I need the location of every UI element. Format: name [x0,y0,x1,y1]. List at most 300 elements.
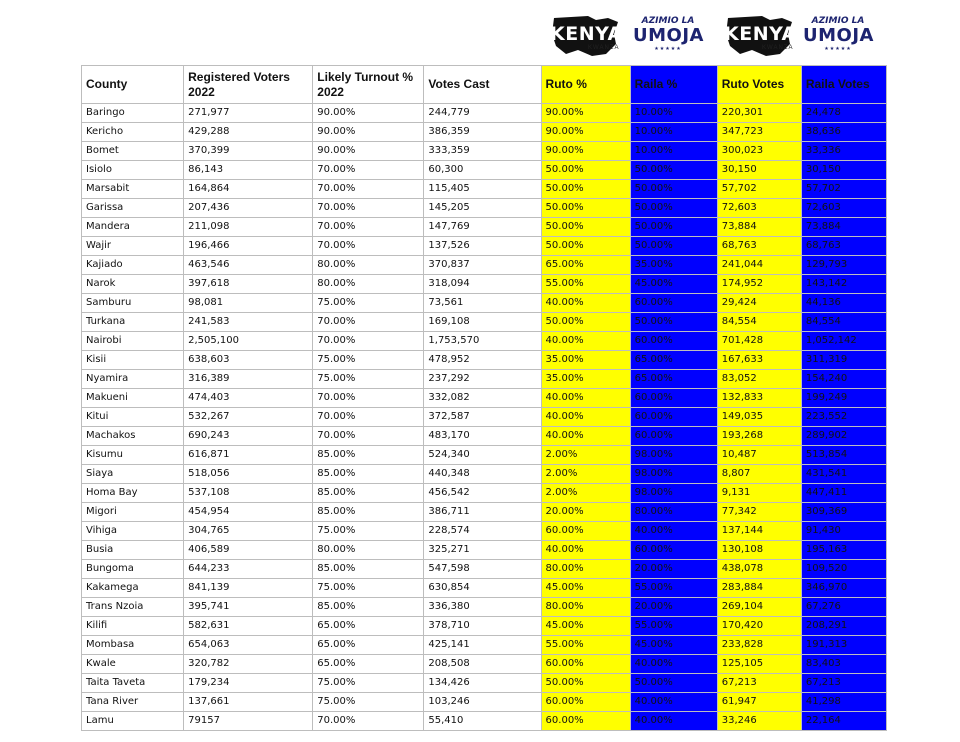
cell-raila-percent: 65.00% [630,351,717,370]
cell-county: Machakos [82,427,184,446]
cell-votes-cast: 333,359 [424,142,541,161]
kenya-word: KENYA [550,23,623,45]
cell-registered-voters: 137,661 [184,693,313,712]
cell-raila-percent: 50.00% [630,161,717,180]
cell-ruto-votes: 193,268 [717,427,801,446]
cell-likely-turnout: 85.00% [313,465,424,484]
cell-votes-cast: 425,141 [424,636,541,655]
table-row [82,199,887,218]
cell-raila-votes: 431,541 [801,465,886,484]
cell-county: Turkana [82,313,184,332]
cell-county: Kisumu [82,446,184,465]
cell-registered-voters: 395,741 [184,598,313,617]
cell-county: Baringo [82,104,184,123]
cell-raila-percent: 60.00% [630,427,717,446]
cell-likely-turnout: 75.00% [313,294,424,313]
cell-likely-turnout: 70.00% [313,199,424,218]
cell-raila-votes: 67,276 [801,598,886,617]
cell-raila-votes: 72,603 [801,199,886,218]
table-row [82,142,887,161]
cell-ruto-percent: 45.00% [541,579,630,598]
cell-ruto-votes: 8,807 [717,465,801,484]
cell-ruto-votes: 149,035 [717,408,801,427]
cell-ruto-votes: 170,420 [717,617,801,636]
cell-likely-turnout: 75.00% [313,370,424,389]
cell-registered-voters: 241,583 [184,313,313,332]
cell-ruto-votes: 130,108 [717,541,801,560]
cell-registered-voters: 207,436 [184,199,313,218]
cell-ruto-percent: 60.00% [541,693,630,712]
cell-likely-turnout: 75.00% [313,351,424,370]
cell-raila-votes: 447,411 [801,484,886,503]
cell-likely-turnout: 70.00% [313,332,424,351]
header-likely-turnout: Likely Turnout % 2022 [313,66,424,104]
cell-ruto-votes: 269,104 [717,598,801,617]
cell-registered-voters: 98,081 [184,294,313,313]
cell-likely-turnout: 75.00% [313,674,424,693]
cell-registered-voters: 406,589 [184,541,313,560]
table-row [82,655,887,674]
cell-ruto-votes: 137,144 [717,522,801,541]
cell-county: Kakamega [82,579,184,598]
cell-votes-cast: 60,300 [424,161,541,180]
cell-likely-turnout: 80.00% [313,275,424,294]
cell-ruto-percent: 50.00% [541,674,630,693]
cell-votes-cast: 630,854 [424,579,541,598]
cell-raila-percent: 50.00% [630,218,717,237]
cell-ruto-votes: 167,633 [717,351,801,370]
header-ruto-votes: Ruto Votes [717,66,801,104]
cell-likely-turnout: 65.00% [313,617,424,636]
cell-raila-votes: 309,369 [801,503,886,522]
cell-votes-cast: 237,292 [424,370,541,389]
cell-county: Kisii [82,351,184,370]
cell-votes-cast: 440,348 [424,465,541,484]
cell-ruto-percent: 40.00% [541,541,630,560]
cell-ruto-votes: 67,213 [717,674,801,693]
cell-votes-cast: 325,271 [424,541,541,560]
table-row [82,693,887,712]
kenya-kwanza-logo [548,14,622,58]
cell-registered-voters: 616,871 [184,446,313,465]
cell-ruto-votes: 347,723 [717,123,801,142]
cell-votes-cast: 378,710 [424,617,541,636]
cell-county: Kajiado [82,256,184,275]
cell-registered-voters: 86,143 [184,161,313,180]
logos-bar [0,0,960,64]
cell-likely-turnout: 90.00% [313,123,424,142]
table-row [82,617,887,636]
cell-ruto-votes: 73,884 [717,218,801,237]
table-row [82,522,887,541]
cell-likely-turnout: 85.00% [313,446,424,465]
azimio-top-text: AZIMIO LA [641,16,695,26]
cell-raila-votes: 195,163 [801,541,886,560]
cell-likely-turnout: 70.00% [313,237,424,256]
header-registered-voters: Registered Voters 2022 [184,66,313,104]
table-row [82,636,887,655]
cell-registered-voters: 304,765 [184,522,313,541]
cell-ruto-votes: 9,131 [717,484,801,503]
cell-raila-votes: 24,478 [801,104,886,123]
cell-ruto-votes: 300,023 [717,142,801,161]
cell-ruto-votes: 29,424 [717,294,801,313]
cell-votes-cast: 370,837 [424,256,541,275]
cell-raila-percent: 50.00% [630,199,717,218]
cell-registered-voters: 582,631 [184,617,313,636]
cell-votes-cast: 336,380 [424,598,541,617]
cell-raila-percent: 80.00% [630,503,717,522]
cell-votes-cast: 456,542 [424,484,541,503]
cell-ruto-votes: 241,044 [717,256,801,275]
cell-likely-turnout: 75.00% [313,579,424,598]
cell-ruto-percent: 55.00% [541,275,630,294]
cell-county: Trans Nzoia [82,598,184,617]
cell-raila-percent: 10.00% [630,104,717,123]
cell-ruto-votes: 30,150 [717,161,801,180]
cell-ruto-percent: 50.00% [541,161,630,180]
cell-ruto-percent: 40.00% [541,427,630,446]
table-row [82,237,887,256]
cell-registered-voters: 316,389 [184,370,313,389]
cell-raila-percent: 55.00% [630,617,717,636]
cell-likely-turnout: 65.00% [313,655,424,674]
cell-likely-turnout: 75.00% [313,693,424,712]
cell-votes-cast: 524,340 [424,446,541,465]
cell-raila-percent: 40.00% [630,712,717,731]
cell-raila-percent: 50.00% [630,674,717,693]
cell-raila-votes: 91,430 [801,522,886,541]
cell-county: Narok [82,275,184,294]
cell-raila-percent: 40.00% [630,693,717,712]
table-row [82,161,887,180]
cell-county: Kilifi [82,617,184,636]
cell-raila-votes: 73,884 [801,218,886,237]
table-row [82,294,887,313]
table-row [82,370,887,389]
cell-raila-percent: 45.00% [630,275,717,294]
cell-ruto-votes: 132,833 [717,389,801,408]
cell-raila-votes: 199,249 [801,389,886,408]
cell-votes-cast: 244,779 [424,104,541,123]
cell-registered-voters: 537,108 [184,484,313,503]
table-row [82,256,887,275]
table-row [82,598,887,617]
cell-raila-votes: 223,552 [801,408,886,427]
cell-raila-percent: 45.00% [630,636,717,655]
cell-registered-voters: 271,977 [184,104,313,123]
azimio-bottom-text: UMOJA [633,25,704,46]
cell-registered-voters: 638,603 [184,351,313,370]
table-row [82,503,887,522]
cell-ruto-percent: 2.00% [541,484,630,503]
azimio-la-umoja-logo [633,14,703,58]
cell-raila-votes: 289,902 [801,427,886,446]
cell-county: Wajir [82,237,184,256]
cell-likely-turnout: 75.00% [313,522,424,541]
cell-likely-turnout: 85.00% [313,503,424,522]
cell-raila-votes: 1,052,142 [801,332,886,351]
table-row [82,389,887,408]
cell-votes-cast: 228,574 [424,522,541,541]
stars-icon: ★★★★★ [654,46,682,52]
cell-raila-percent: 60.00% [630,408,717,427]
cell-raila-percent: 60.00% [630,332,717,351]
cell-votes-cast: 103,246 [424,693,541,712]
header-raila-percent: Raila % [630,66,717,104]
cell-registered-voters: 654,063 [184,636,313,655]
cell-ruto-percent: 35.00% [541,370,630,389]
cell-raila-percent: 50.00% [630,313,717,332]
cell-raila-votes: 30,150 [801,161,886,180]
cell-registered-voters: 211,098 [184,218,313,237]
cell-raila-percent: 50.00% [630,237,717,256]
cell-raila-votes: 22,164 [801,712,886,731]
cell-ruto-percent: 65.00% [541,256,630,275]
cell-votes-cast: 208,508 [424,655,541,674]
cell-county: Tana River [82,693,184,712]
cell-ruto-votes: 83,052 [717,370,801,389]
cell-registered-voters: 164,864 [184,180,313,199]
cell-votes-cast: 145,205 [424,199,541,218]
cell-ruto-percent: 60.00% [541,712,630,731]
cell-ruto-percent: 40.00% [541,389,630,408]
table-row [82,427,887,446]
cell-registered-voters: 397,618 [184,275,313,294]
cell-raila-votes: 84,554 [801,313,886,332]
cell-ruto-percent: 45.00% [541,617,630,636]
table-row [82,408,887,427]
cell-raila-votes: 44,136 [801,294,886,313]
cell-votes-cast: 478,952 [424,351,541,370]
table-row [82,332,887,351]
table-row [82,275,887,294]
cell-raila-percent: 20.00% [630,598,717,617]
table-row [82,484,887,503]
cell-likely-turnout: 70.00% [313,218,424,237]
kwanza-word: KWANZA [762,45,794,51]
cell-likely-turnout: 65.00% [313,636,424,655]
cell-raila-votes: 83,403 [801,655,886,674]
cell-ruto-votes: 220,301 [717,104,801,123]
cell-raila-votes: 38,636 [801,123,886,142]
cell-likely-turnout: 80.00% [313,541,424,560]
kenya-word: KENYA [724,23,797,45]
cell-county: Kericho [82,123,184,142]
cell-raila-votes: 513,854 [801,446,886,465]
table-row [82,674,887,693]
cell-ruto-votes: 125,105 [717,655,801,674]
cell-registered-voters: 644,233 [184,560,313,579]
cell-raila-percent: 10.00% [630,142,717,161]
cell-registered-voters: 2,505,100 [184,332,313,351]
header-ruto-percent: Ruto % [541,66,630,104]
cell-registered-voters: 454,954 [184,503,313,522]
cell-raila-votes: 33,336 [801,142,886,161]
cell-raila-votes: 154,240 [801,370,886,389]
cell-ruto-votes: 68,763 [717,237,801,256]
cell-likely-turnout: 70.00% [313,408,424,427]
cell-ruto-percent: 50.00% [541,180,630,199]
cell-votes-cast: 73,561 [424,294,541,313]
table-body [82,104,887,731]
cell-votes-cast: 134,426 [424,674,541,693]
cell-registered-voters: 429,288 [184,123,313,142]
cell-ruto-percent: 90.00% [541,142,630,161]
kwanza-word: KWANZA [588,45,620,51]
cell-votes-cast: 483,170 [424,427,541,446]
cell-raila-votes: 191,313 [801,636,886,655]
cell-votes-cast: 1,753,570 [424,332,541,351]
cell-likely-turnout: 70.00% [313,427,424,446]
cell-county: Lamu [82,712,184,731]
cell-raila-percent: 40.00% [630,655,717,674]
cell-ruto-votes: 77,342 [717,503,801,522]
cell-raila-votes: 68,763 [801,237,886,256]
cell-raila-votes: 41,298 [801,693,886,712]
cell-raila-percent: 98.00% [630,484,717,503]
cell-votes-cast: 372,587 [424,408,541,427]
cell-raila-percent: 20.00% [630,560,717,579]
cell-county: Taita Taveta [82,674,184,693]
cell-votes-cast: 55,410 [424,712,541,731]
cell-raila-votes: 57,702 [801,180,886,199]
cell-ruto-percent: 50.00% [541,218,630,237]
cell-registered-voters: 196,466 [184,237,313,256]
azimio-la-umoja-logo [803,14,873,58]
cell-ruto-percent: 90.00% [541,104,630,123]
table-row [82,351,887,370]
table-row [82,313,887,332]
table-header-row [82,66,887,104]
cell-likely-turnout: 85.00% [313,598,424,617]
table-row [82,579,887,598]
cell-ruto-percent: 60.00% [541,655,630,674]
cell-county: Migori [82,503,184,522]
cell-county: Nairobi [82,332,184,351]
azimio-bottom-text: UMOJA [803,25,874,46]
cell-county: Busia [82,541,184,560]
cell-registered-voters: 320,782 [184,655,313,674]
cell-raila-votes: 143,142 [801,275,886,294]
stars-icon: ★★★★★ [824,46,852,52]
cell-likely-turnout: 85.00% [313,560,424,579]
cell-raila-percent: 60.00% [630,294,717,313]
cell-county: Bomet [82,142,184,161]
header-county: County [82,66,184,104]
cell-ruto-votes: 701,428 [717,332,801,351]
cell-raila-percent: 98.00% [630,465,717,484]
cell-likely-turnout: 90.00% [313,104,424,123]
cell-ruto-votes: 10,487 [717,446,801,465]
table-row [82,465,887,484]
cell-ruto-percent: 40.00% [541,332,630,351]
cell-ruto-percent: 50.00% [541,237,630,256]
cell-likely-turnout: 70.00% [313,712,424,731]
cell-raila-votes: 311,319 [801,351,886,370]
cell-registered-voters: 79157 [184,712,313,731]
header-raila-votes: Raila Votes [801,66,886,104]
cell-county: Isiolo [82,161,184,180]
table-row [82,446,887,465]
cell-likely-turnout: 80.00% [313,256,424,275]
table-row [82,104,887,123]
cell-raila-percent: 10.00% [630,123,717,142]
cell-registered-voters: 179,234 [184,674,313,693]
cell-ruto-votes: 283,884 [717,579,801,598]
cell-ruto-percent: 2.00% [541,446,630,465]
cell-county: Vihiga [82,522,184,541]
cell-county: Bungoma [82,560,184,579]
cell-ruto-percent: 50.00% [541,199,630,218]
cell-raila-percent: 98.00% [630,446,717,465]
cell-votes-cast: 386,711 [424,503,541,522]
cell-likely-turnout: 90.00% [313,142,424,161]
cell-ruto-votes: 438,078 [717,560,801,579]
cell-likely-turnout: 70.00% [313,180,424,199]
cell-ruto-percent: 60.00% [541,522,630,541]
cell-ruto-votes: 61,947 [717,693,801,712]
cell-raila-percent: 55.00% [630,579,717,598]
cell-county: Mombasa [82,636,184,655]
cell-ruto-percent: 50.00% [541,313,630,332]
cell-likely-turnout: 70.00% [313,161,424,180]
cell-county: Makueni [82,389,184,408]
azimio-top-text: AZIMIO LA [811,16,865,26]
cell-likely-turnout: 70.00% [313,389,424,408]
cell-ruto-percent: 40.00% [541,408,630,427]
cell-county: Mandera [82,218,184,237]
cell-ruto-votes: 84,554 [717,313,801,332]
cell-votes-cast: 169,108 [424,313,541,332]
cell-votes-cast: 115,405 [424,180,541,199]
cell-ruto-percent: 80.00% [541,598,630,617]
cell-raila-percent: 60.00% [630,389,717,408]
cell-votes-cast: 547,598 [424,560,541,579]
cell-ruto-percent: 55.00% [541,636,630,655]
cell-votes-cast: 332,082 [424,389,541,408]
cell-raila-votes: 109,520 [801,560,886,579]
cell-registered-voters: 518,056 [184,465,313,484]
cell-registered-voters: 474,403 [184,389,313,408]
cell-raila-votes: 129,793 [801,256,886,275]
cell-raila-votes: 208,291 [801,617,886,636]
cell-county: Kitui [82,408,184,427]
cell-raila-percent: 35.00% [630,256,717,275]
table-row [82,218,887,237]
cell-ruto-percent: 90.00% [541,123,630,142]
cell-registered-voters: 463,546 [184,256,313,275]
table-row [82,180,887,199]
cell-raila-percent: 40.00% [630,522,717,541]
cell-ruto-votes: 72,603 [717,199,801,218]
table-row [82,541,887,560]
cell-ruto-percent: 35.00% [541,351,630,370]
cell-votes-cast: 147,769 [424,218,541,237]
cell-county: Samburu [82,294,184,313]
cell-registered-voters: 841,139 [184,579,313,598]
cell-raila-percent: 50.00% [630,180,717,199]
header-votes-cast: Votes Cast [424,66,541,104]
cell-raila-votes: 67,213 [801,674,886,693]
cell-raila-percent: 65.00% [630,370,717,389]
cell-county: Siaya [82,465,184,484]
cell-county: Kwale [82,655,184,674]
cell-registered-voters: 532,267 [184,408,313,427]
cell-county: Homa Bay [82,484,184,503]
cell-ruto-votes: 174,952 [717,275,801,294]
cell-county: Nyamira [82,370,184,389]
